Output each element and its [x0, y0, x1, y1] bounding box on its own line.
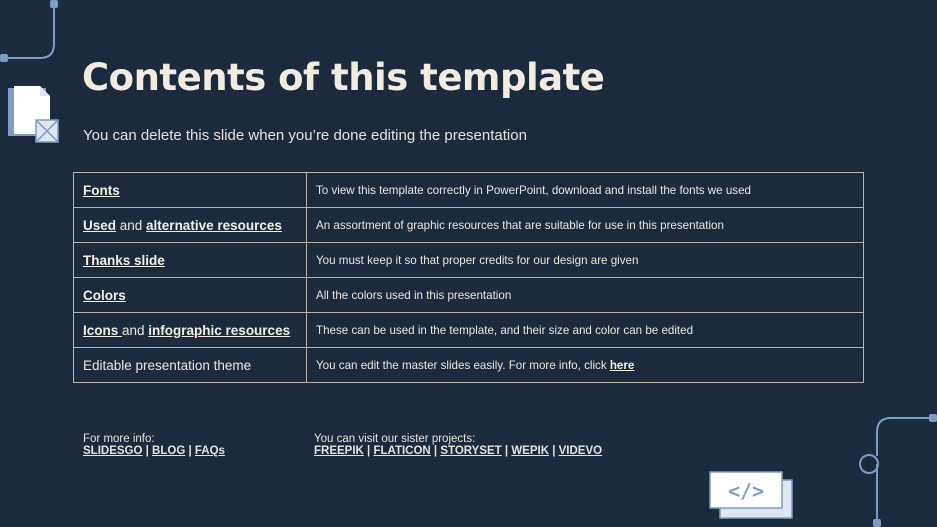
row-title-link[interactable]: Colors — [83, 287, 126, 303]
row-description: These can be used in the template, and their size and color can be edited — [316, 323, 694, 337]
code-icon-glyph: </> — [727, 479, 765, 503]
row-title-link[interactable]: alternative resources — [146, 217, 282, 233]
row-title-link[interactable]: Used — [83, 217, 117, 233]
row-description-cell — [307, 278, 864, 313]
table-row — [74, 348, 864, 383]
row-title-text: and — [116, 217, 147, 233]
footer-link-faqs[interactable]: FAQs — [194, 445, 225, 457]
row-description-cell — [307, 348, 864, 383]
row-title-text: Editable presentation theme — [83, 357, 252, 373]
table-row — [74, 173, 864, 208]
row-title-cell — [74, 208, 307, 243]
circuit-line-bottom-right — [855, 408, 937, 527]
row-title-cell — [74, 313, 307, 348]
link-separator: | — [430, 445, 441, 457]
footer-link-storyset[interactable]: STORYSET — [440, 445, 502, 457]
page-title: Contents of this template — [82, 56, 605, 99]
footer-link-blog[interactable]: BLOG — [152, 445, 186, 457]
table-row — [74, 208, 864, 243]
row-title-link[interactable]: Thanks slide — [83, 252, 165, 268]
row-description-cell — [307, 173, 864, 208]
row-title-link[interactable]: Fonts — [83, 182, 120, 198]
row-title-cell — [74, 243, 307, 278]
table-row — [74, 313, 864, 348]
table-row — [74, 278, 864, 313]
row-title-text: and — [122, 322, 149, 338]
row-description: To view this template correctly in PowerPoint, download and install the fonts we used — [316, 183, 751, 197]
row-description: All the colors used in this presentation — [316, 288, 512, 302]
row-title-cell — [74, 173, 307, 208]
contents-table — [73, 172, 864, 383]
footer-sister-projects-label: You can visit our sister projects: — [314, 433, 476, 445]
link-separator: | — [501, 445, 512, 457]
row-title-cell — [74, 278, 307, 313]
row-description: You must keep it so that proper credits for our design are given — [316, 253, 639, 267]
row-title-link[interactable]: infographic resources — [148, 322, 291, 338]
footer-link-freepik[interactable]: FREEPIK — [314, 445, 364, 457]
row-description-cell — [307, 313, 864, 348]
row-description-cell — [307, 243, 864, 278]
link-separator: | — [363, 445, 374, 457]
code-icon — [708, 470, 798, 522]
footer-link-flaticon[interactable]: FLATICON — [373, 445, 431, 457]
footer-link-slidesgo[interactable]: SLIDESGO — [83, 445, 143, 457]
row-title-link[interactable]: Icons — [83, 322, 123, 338]
footer-sister-projects — [314, 433, 602, 457]
footer-more-info — [83, 433, 225, 457]
link-separator: | — [185, 445, 195, 457]
circuit-line-top-left — [0, 0, 70, 70]
link-separator: | — [549, 445, 559, 457]
footer-link-videvo[interactable]: VIDEVO — [558, 445, 603, 457]
row-title-cell — [74, 348, 307, 383]
here-link[interactable]: here — [609, 358, 635, 372]
footer-more-info-label: For more info: — [83, 433, 155, 445]
row-description: You can edit the master slides easily. For more info, click — [316, 358, 610, 372]
table-row — [74, 243, 864, 278]
link-separator: | — [142, 445, 153, 457]
footer-link-wepik[interactable]: WEPIK — [511, 445, 550, 457]
footer-sister-projects-links — [314, 445, 602, 457]
page-subtitle: You can delete this slide when you’re done editing the presentation — [83, 127, 527, 144]
document-icon — [6, 84, 62, 146]
row-description-cell — [307, 208, 864, 243]
footer-more-info-links — [83, 445, 225, 457]
row-description: An assortment of graphic resources that are suitable for use in this presentation — [316, 218, 724, 232]
